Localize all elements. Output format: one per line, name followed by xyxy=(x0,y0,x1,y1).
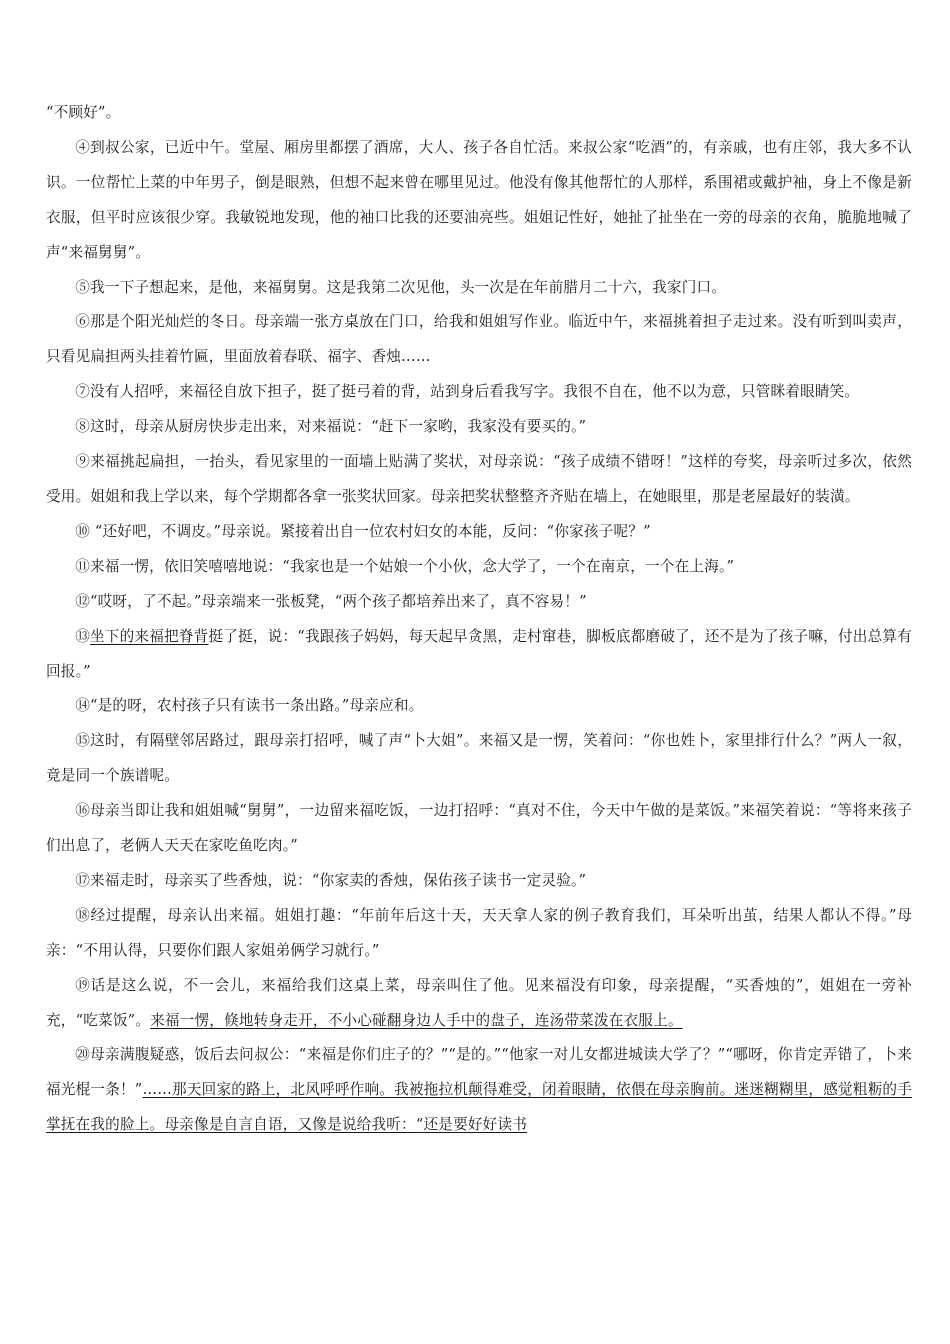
paragraph-11: ⑪来福一愣，依旧笑嘻嘻地说：“我家也是一个姑娘一个小伙，念大学了，一个在南京，一个在上海。” xyxy=(75,557,735,575)
paragraph-12: ⑫“哎呀，了不起。”母亲端来一张板凳，“两个孩子都培养出来了，真不容易！” xyxy=(75,592,587,610)
paragraph-18: ⑱经过提醒，母亲认出来福。姐姐打趣：“年前年后这十天，天天拿人家的例子教育我们，耳朵听出茧，结果人都认不得。”母亲：“不用认得，只要你们跟人家姐弟俩学习就行。” xyxy=(46,906,912,959)
paragraph-7: ⑦没有人招呼，来福径自放下担子，挺了挺弓着的背，站到身后看我写字。我很不自在，他不以为意，只管眯着眼睛笑。 xyxy=(75,383,860,401)
underlined-passage: ……那天回家的路上，北风呼呼作响。我被拖拉机颠得难受，闭着眼睛，依偎在母亲胸前。迷迷糊糊里，感觉粗粝的手掌抚在我的脸上。母亲像是自言自语，又像是说给我听：“还是要好好读书 xyxy=(46,1081,912,1134)
paragraph-17: ⑰来福走时，母亲买了些香烛，说：“你家卖的香烛，保佑孩子读书一定灵验。” xyxy=(75,871,587,889)
paragraph-20: ⑳母亲满腹疑惑，饭后去问叔公：“来福是你们庄子的？”“是的。”“他家一对儿女都进城读大学了？”“哪呀，你肯定弄错了，卜来福光棍一条！”……那天回家的路上，北风呼呼作响。我被拖拉机颠得难受，闭着眼睛，依偎在母亲胸前。迷迷糊糊里，感觉粗粝的手掌抚在我的脸上。母亲像是自言自语，又像是说给我听：“还是要好好读书 xyxy=(46,1046,912,1134)
paragraph-0: “不顾好”。 xyxy=(46,104,121,121)
underlined-sentence: 来福一愣，倏地转身走开，不小心碰翻身边人手中的盘子，连汤带菜泼在衣服上。 xyxy=(150,1011,683,1029)
paragraph-6: ⑥那是个阳光灿烂的冬日。母亲端一张方桌放在门口，给我和姐姐写作业。临近中午，来福挑着担子走过来。没有听到叫卖声，只看见扁担两头挂着竹匾，里面放着春联、福字、香烛…… xyxy=(46,313,912,366)
paragraph-13: ⑬坐下的来福把脊背挺了挺，说：“我跟孩子妈妈，每天起早贪黑，走村窜巷，脚板底都磨破了，还不是为了孩子嘛，付出总算有回报。” xyxy=(46,627,912,680)
paragraph-8: ⑧这时，母亲从厨房快步走出来，对来福说：“赶下一家哟，我家没有要买的。” xyxy=(75,418,587,436)
paragraph-9: ⑨来福挑起扁担，一抬头，看见家里的一面墙上贴满了奖状，对母亲说：“孩子成绩不错呀！”这样的夸奖，母亲听过多次，依然受用。姐姐和我上学以来，每个学期都各拿一张奖状回家。母亲把奖状整整齐齐贴在墙上，在她眼里，那是老屋最好的装潢。 xyxy=(46,453,912,505)
paragraph-19: ⑲话是这么说，不一会儿，来福给我们这桌上菜，母亲叫住了他。见来福没有印象，母亲提醒，“买香烛的”，姐姐在一旁补充，“吃菜饭”。来福一愣，倏地转身走开，不小心碰翻身边人手中的盘子，连汤带菜泼在衣服上。 xyxy=(46,976,912,1029)
paragraph-10: ⑩ “还好吧，不调皮。”母亲说。紧接着出自一位农村妇女的本能，反问：“你家孩子呢？” xyxy=(75,522,651,540)
article-body xyxy=(46,96,912,1143)
paragraph-5: ⑤我一下子想起来，是他，来福舅舅。这是我第二次见他，头一次是在年前腊月二十六，我家门口。 xyxy=(75,278,727,296)
paragraph-15: ⑮这时，有隔壁邻居路过，跟母亲打招呼，喊了声“卜大姐”。来福又是一愣，笑着问：“你也姓卜，家里排行什么？”两人一叙，竟是同一个族谱呢。 xyxy=(46,732,912,785)
paragraph-14: ⑭“是的呀，农村孩子只有读书一条出路。”母亲应和。 xyxy=(75,697,424,715)
underlined-phrase: 坐下的来福把脊背 xyxy=(90,627,209,645)
paragraph-16: ⑯母亲当即让我和姐姐喊“舅舅”，一边留来福吃饭，一边打招呼：“真对不住，今天中午做的是菜饭。”来福笑着说：“等将来孩子们出息了，老俩人天天在家吃鱼吃肉。” xyxy=(46,802,912,855)
paragraph-4: ④到叔公家，已近中午。堂屋、厢房里都摆了酒席，大人、孩子各自忙活。来叔公家“吃酒”的，有亲戚，也有庄邻，我大多不认识。一位帮忙上菜的中年男子，倒是眼熟，但想不起来曾在哪里见过。他没有像其他帮忙的人那样，系围裙或戴护袖，身上不像是新衣服，但平时应该很少穿。我敏锐地发现，他的袖口比我的还要油亮些。姐姐记性好，她扯了扯坐在一旁的母亲的衣角，脆脆地喊了声“来福舅舅”。 xyxy=(46,138,912,261)
